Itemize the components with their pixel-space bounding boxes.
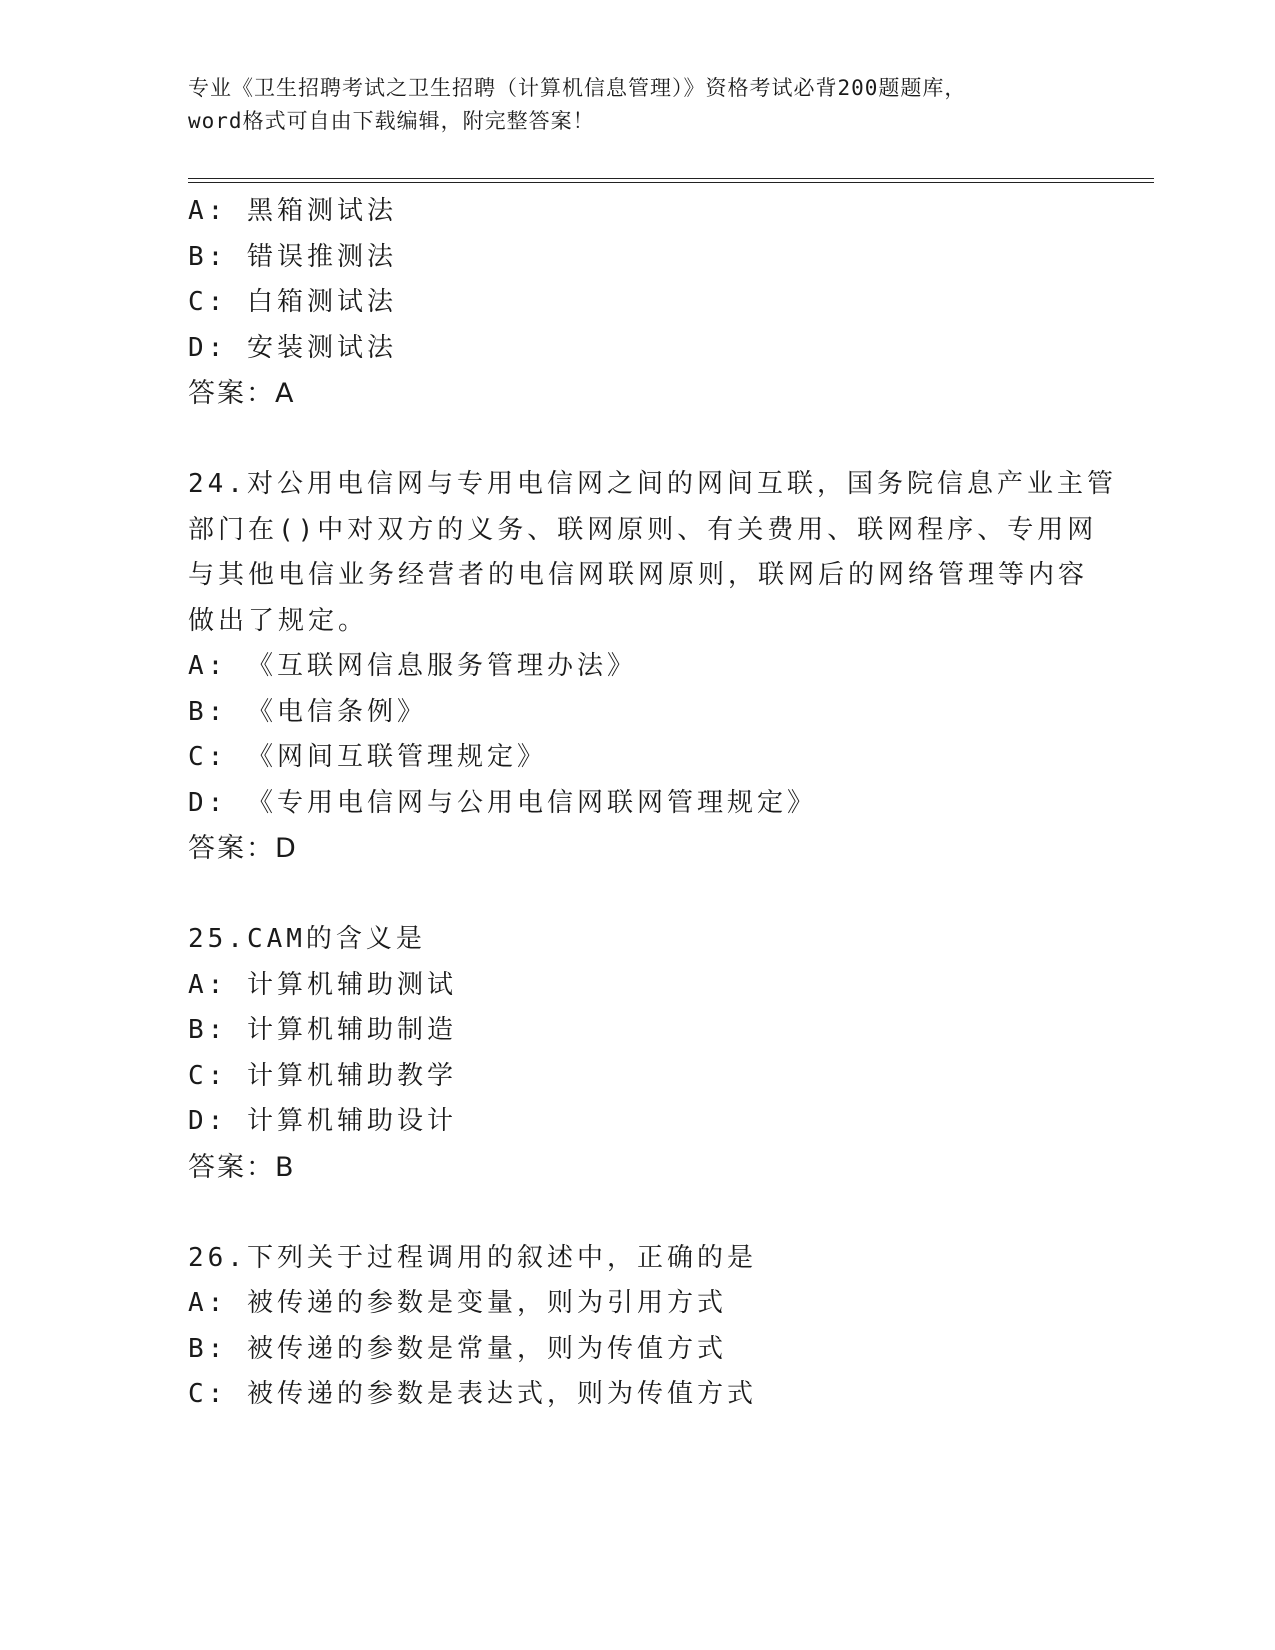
- option-b: B: 被传递的参数是常量，则为传值方式: [188, 1333, 727, 1364]
- option-b: B: 错误推测法: [188, 241, 397, 272]
- answer: 答案：B: [188, 1151, 296, 1183]
- question-25: [188, 917, 1118, 1190]
- document-header: [188, 72, 1088, 138]
- question-text-line: 25.CAM的含义是: [188, 924, 426, 954]
- question-text-line: 部门在()中对双方的义务、联网原则、有关费用、联网程序、专用网: [188, 514, 1098, 545]
- option-b: B: 计算机辅助制造: [188, 1015, 457, 1045]
- option-d: D: 计算机辅助设计: [188, 1106, 457, 1136]
- option-a: A: 《互联网信息服务管理办法》: [188, 651, 637, 681]
- answer: 答案：A: [188, 378, 296, 409]
- question-text-line: 与其他电信业务经营者的电信网联网原则，联网后的网络管理等内容: [188, 560, 1089, 590]
- question-26: [188, 1236, 1118, 1418]
- question-text-line: 26.下列关于过程调用的叙述中，正确的是: [188, 1242, 757, 1273]
- question-23: [188, 189, 1118, 417]
- option-a: A: 计算机辅助测试: [188, 969, 457, 1000]
- question-24: [188, 462, 1118, 872]
- question-text-line: 24.对公用电信网与专用电信网之间的网间互联，国务院信息产业主管: [188, 469, 1117, 499]
- answer: 答案：D: [188, 833, 298, 864]
- question-list: [188, 189, 1118, 1418]
- option-d: D: 安装测试法: [188, 332, 397, 363]
- option-a: A: 黑箱测试法: [188, 196, 397, 226]
- option-d: D: 《专用电信网与公用电信网联网管理规定》: [188, 787, 817, 818]
- question-text-line: 做出了规定。: [188, 605, 369, 636]
- option-a: A: 被传递的参数是变量，则为引用方式: [188, 1288, 727, 1318]
- option-c: C: 《网间互联管理规定》: [188, 742, 547, 772]
- header-line-2: word格式可自由下载编辑，附完整答案！: [188, 109, 595, 133]
- option-c: C: 白箱测试法: [188, 287, 397, 317]
- option-c: C: 计算机辅助教学: [188, 1060, 457, 1091]
- header-line-1: 专业《卫生招聘考试之卫生招聘（计算机信息管理）》资格考试必背200题题库，: [188, 76, 967, 100]
- option-b: B: 《电信条例》: [188, 696, 427, 727]
- option-c: C: 被传递的参数是表达式，则为传值方式: [188, 1379, 757, 1409]
- header-divider: [188, 178, 1154, 183]
